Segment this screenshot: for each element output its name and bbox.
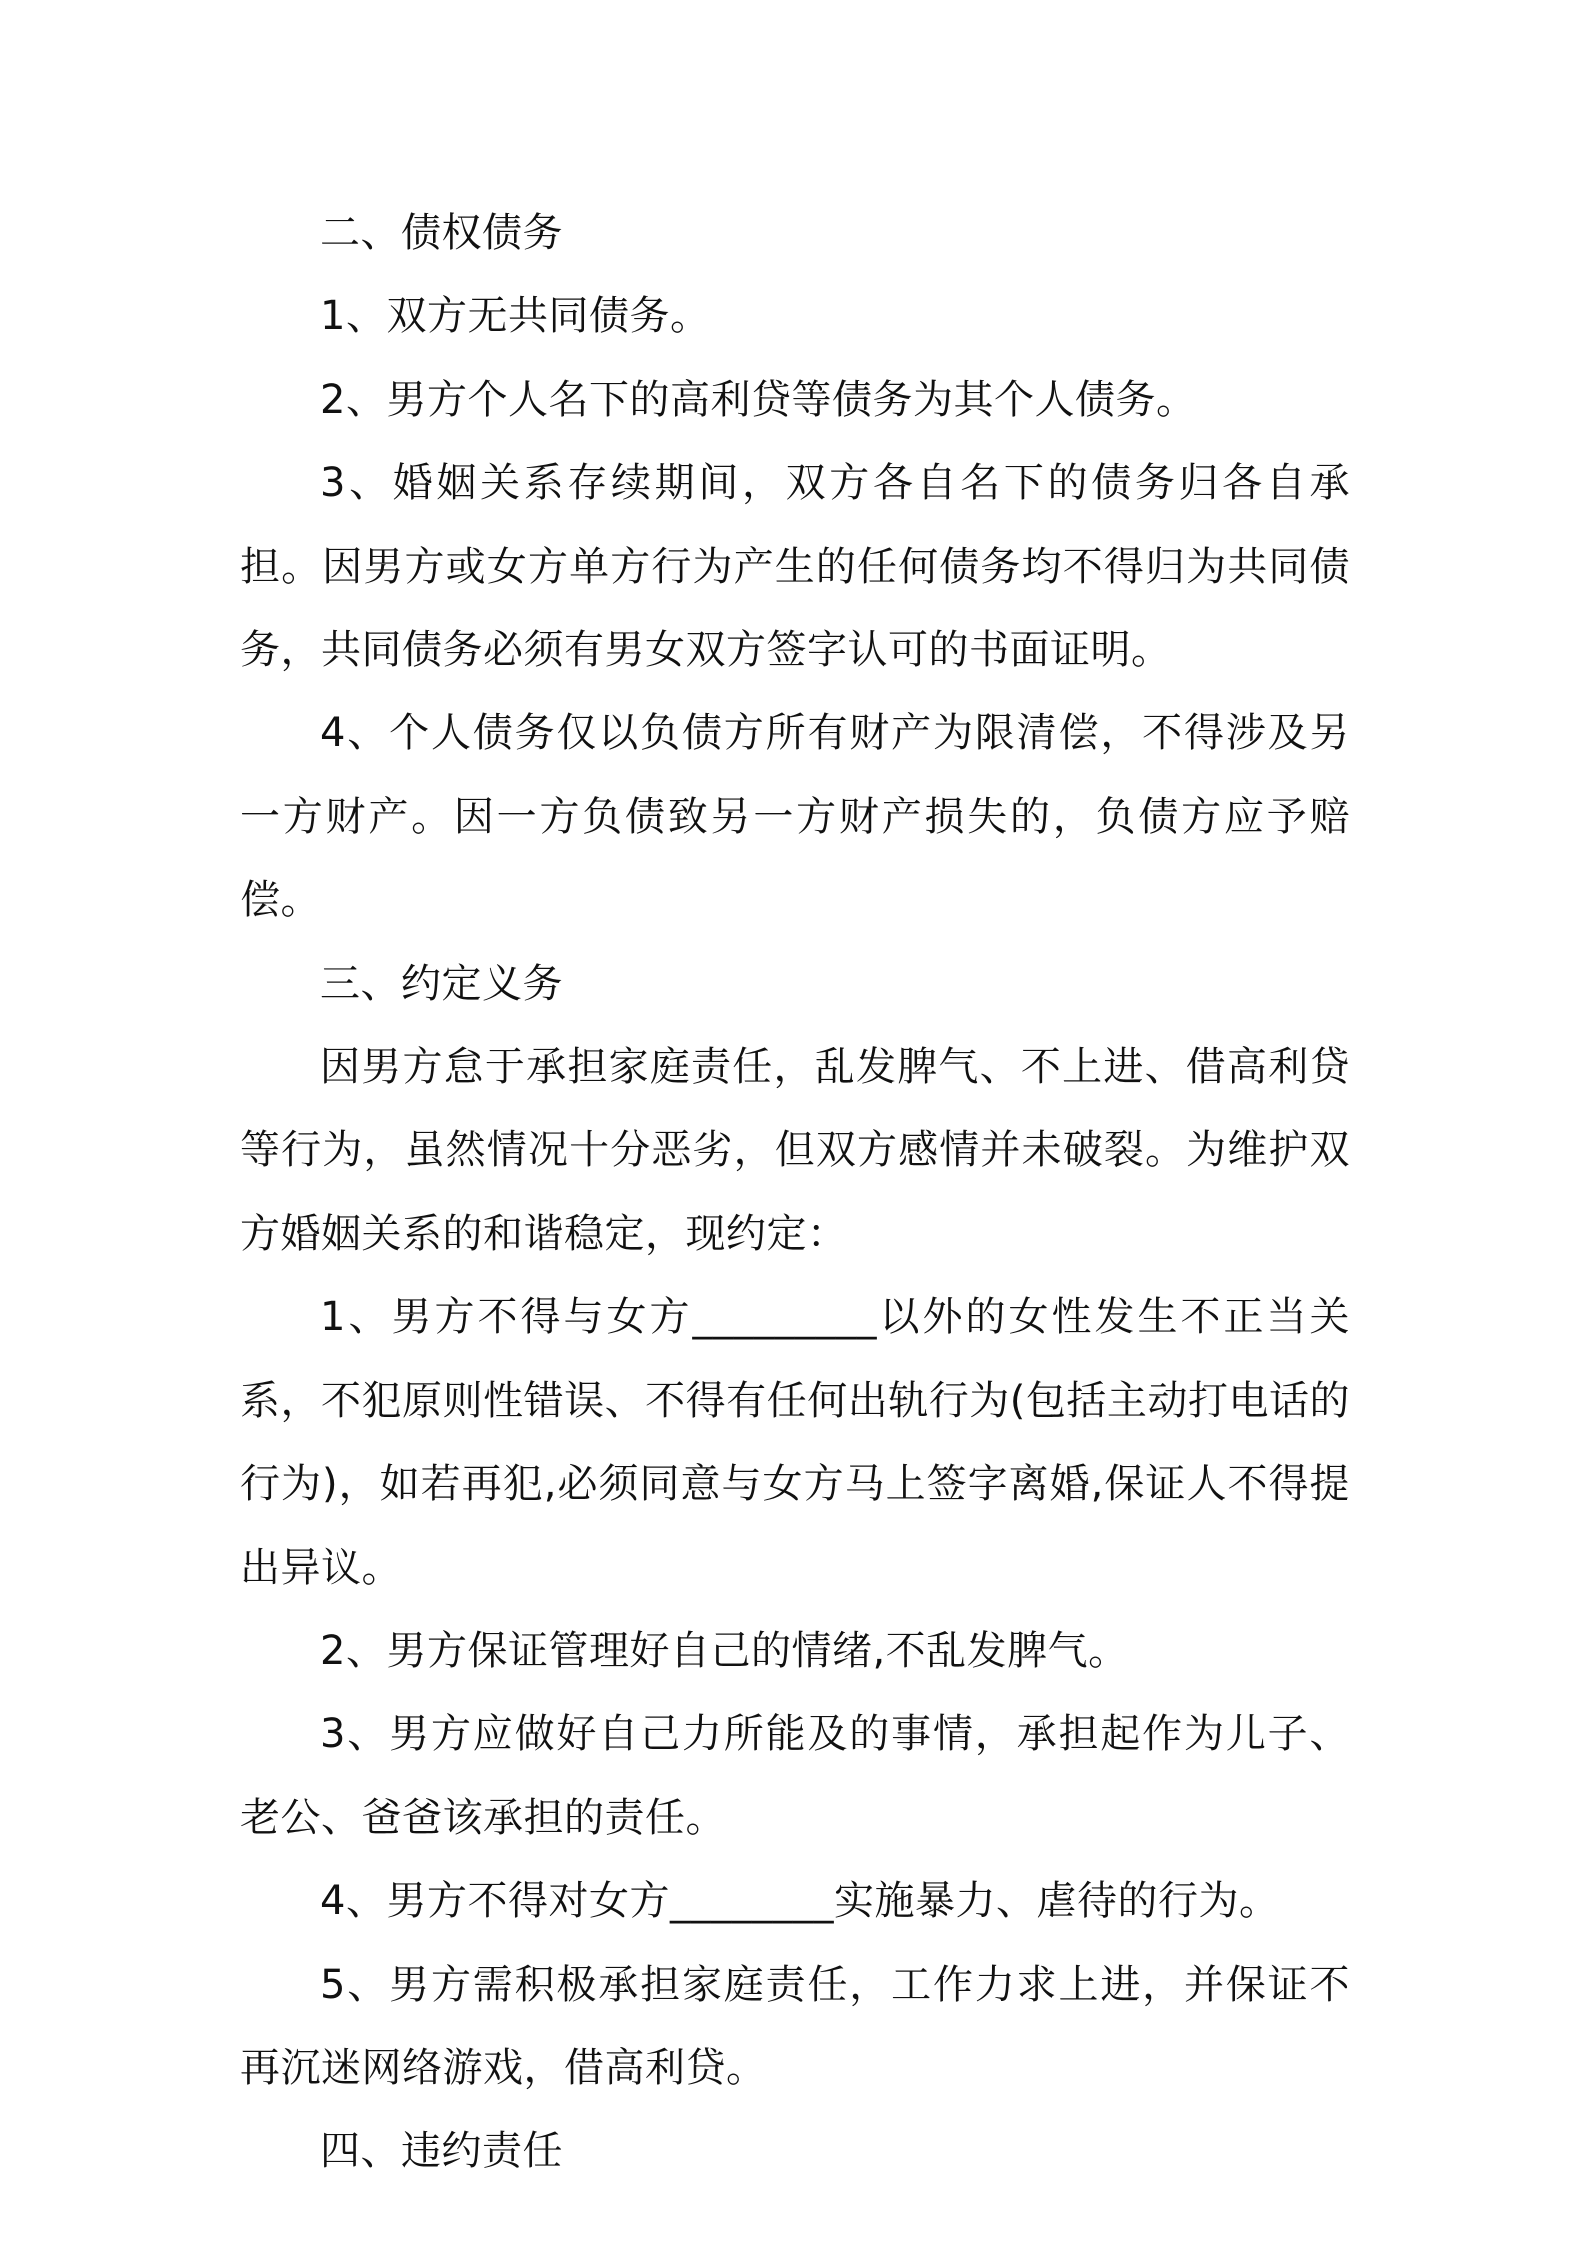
clause-paragraph: 1、男方不得与女方_________以外的女性发生不正当关系，不犯原则性错误、不得有任何出轨行为(包括主动打电话的行为)，如若再犯,必须同意与女方马上签字离婚,保证人不得提出异议。 xyxy=(240,1294,1350,1591)
clause-paragraph: 5、男方需积极承担家庭责任，工作力求上进，并保证不再沉迷网络游戏，借高利贷。 xyxy=(240,1961,1350,2091)
section-heading-liability: 四、违约责任 xyxy=(320,2128,563,2175)
clause-paragraph: 2、男方保证管理好自己的情绪,不乱发脾气。 xyxy=(320,1627,1129,1674)
clause-paragraph: 3、婚姻关系存续期间，双方各自名下的债务归各自承担。因男方或女方单方行为产生的任何债务均不得归为共同债务，共同债务必须有男女双方签字认可的书面证明。 xyxy=(240,460,1350,674)
clause-paragraph: 4、个人债务仅以负债方所有财产为限清偿，不得涉及另一方财产。因一方负债致另一方财产损失的，负债方应予赔偿。 xyxy=(240,710,1350,924)
body-paragraph: 因男方怠于承担家庭责任，乱发脾气、不上进、借高利贷等行为，虽然情况十分恶劣，但双方感情并未破裂。为维护双方婚姻关系的和谐稳定，现约定： xyxy=(240,1044,1350,1257)
clause-paragraph: 2、男方个人名下的高利贷等债务为其个人债务。 xyxy=(320,376,1197,423)
clause-paragraph: 1、双方无共同债务。 xyxy=(320,293,711,340)
document-body xyxy=(240,192,1350,2194)
clause-paragraph: 4、男方不得对女方________实施暴力、虐待的行为。 xyxy=(320,1878,1280,1925)
section-heading-obligations: 三、约定义务 xyxy=(320,960,563,1007)
clause-paragraph: 3、男方应做好自己力所能及的事情，承担起作为儿子、老公、爸爸该承担的责任。 xyxy=(240,1711,1350,1841)
section-heading-debts: 二、债权债务 xyxy=(320,210,563,256)
